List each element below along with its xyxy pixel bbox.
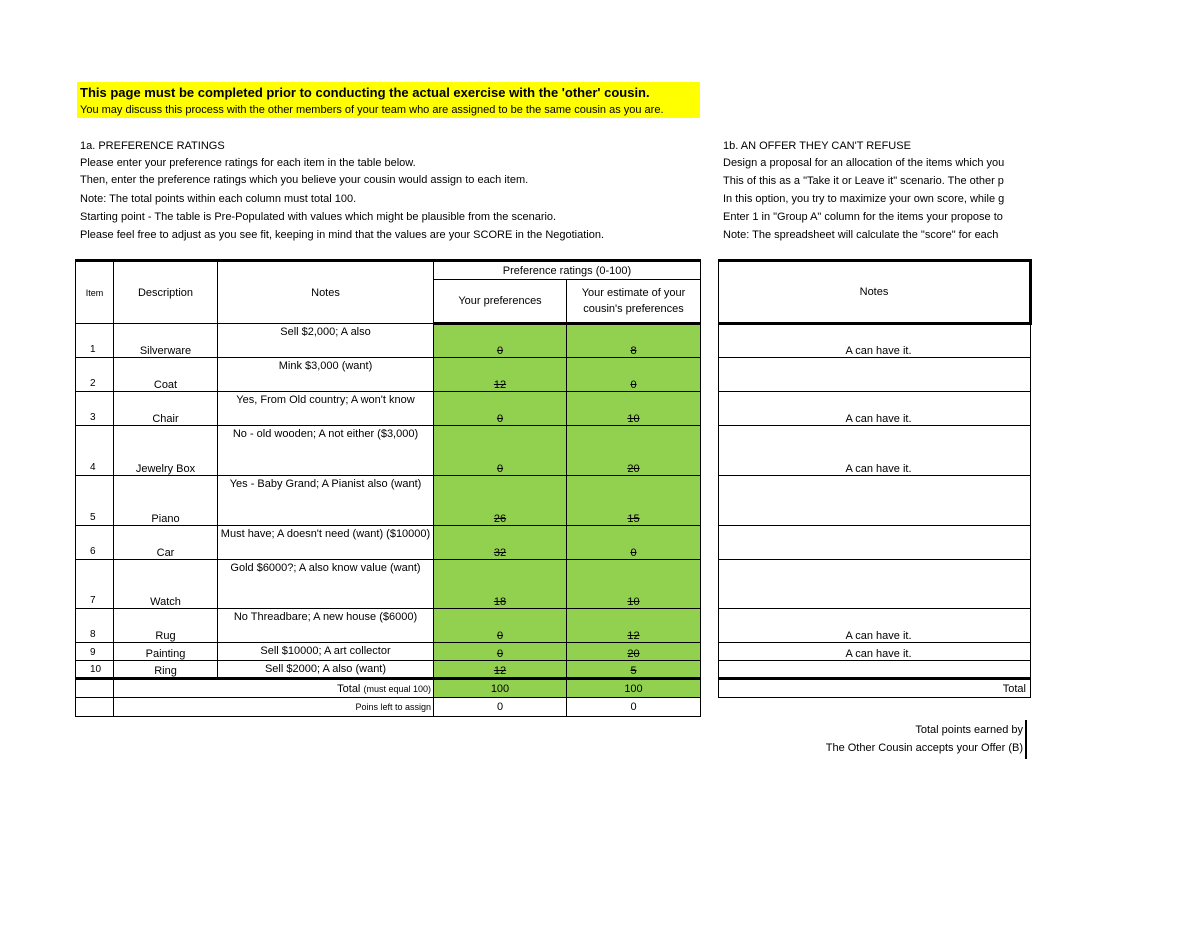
header-description: Description bbox=[114, 261, 218, 324]
table-row bbox=[76, 476, 701, 526]
section-b-line: This of this as a "Take it or Leave it" scenario. The other p bbox=[723, 175, 1004, 187]
item-number: 4 bbox=[76, 426, 114, 476]
cousin-preference-value: 0 bbox=[630, 547, 637, 559]
header-your-preferences: Your preferences bbox=[434, 280, 567, 324]
item-description: Jewelry Box bbox=[114, 426, 218, 476]
table-row bbox=[76, 426, 701, 476]
offer-notes-header: Notes bbox=[719, 261, 1031, 324]
item-description: Coat bbox=[114, 358, 218, 392]
section-b-line: In this option, you try to maximize your own score, while g bbox=[723, 193, 1005, 205]
your-preference-value: 18 bbox=[493, 596, 507, 608]
points-left-label: Poins left to assign bbox=[114, 698, 434, 717]
your-preference-cell[interactable] bbox=[434, 643, 567, 661]
your-preference-value: 12 bbox=[493, 665, 507, 677]
your-preference-cell[interactable] bbox=[434, 661, 567, 679]
item-number: 1 bbox=[76, 324, 114, 358]
table-row bbox=[76, 661, 701, 679]
cousin-preference-value: 8 bbox=[630, 345, 637, 357]
table-row bbox=[76, 358, 701, 392]
item-notes[interactable]: Sell $2000; A also (want) bbox=[218, 661, 434, 679]
total-points-earned-label: Total points earned by bbox=[915, 724, 1023, 736]
cousin-preference-value: 5 bbox=[630, 665, 637, 677]
table-row bbox=[76, 560, 701, 609]
section-b-title: 1b. AN OFFER THEY CAN'T REFUSE bbox=[723, 140, 911, 152]
item-description: Piano bbox=[114, 476, 218, 526]
item-number: 5 bbox=[76, 476, 114, 526]
header-item: Item bbox=[76, 261, 114, 324]
your-preference-value: 0 bbox=[496, 463, 504, 475]
cousin-preference-value: 10 bbox=[627, 596, 640, 608]
points-left-cousin: 0 bbox=[567, 698, 701, 717]
cousin-preference-value: 15 bbox=[627, 513, 640, 525]
your-preference-value: 12 bbox=[493, 379, 507, 391]
your-preference-cell[interactable] bbox=[434, 560, 567, 609]
section-a-line: Please feel free to adjust as you see fit, keeping in mind that the values are your SCORE in the Negotiation. bbox=[80, 229, 605, 241]
total-your-preferences: 100 bbox=[434, 679, 567, 698]
item-description: Ring bbox=[114, 661, 218, 679]
table-row bbox=[76, 609, 701, 643]
instruction-banner bbox=[77, 82, 700, 118]
offer-note-cell[interactable] bbox=[719, 476, 1031, 526]
points-left-row bbox=[76, 698, 701, 717]
empty-cell bbox=[76, 698, 114, 717]
item-notes[interactable]: Sell $2,000; A also bbox=[218, 324, 434, 358]
item-number: 8 bbox=[76, 609, 114, 643]
item-notes[interactable]: No Threadbare; A new house ($6000) bbox=[218, 609, 434, 643]
item-number: 2 bbox=[76, 358, 114, 392]
offer-note-cell[interactable] bbox=[719, 526, 1031, 560]
cousin-preference-value: 20 bbox=[627, 463, 640, 475]
preference-table bbox=[75, 259, 701, 717]
offer-note-cell[interactable]: A can have it. bbox=[719, 426, 1031, 476]
total-label-cell bbox=[114, 679, 434, 698]
banner-heading: This page must be completed prior to conducting the actual exercise with the 'other' cousin. bbox=[80, 85, 650, 100]
your-preference-value: 0 bbox=[496, 413, 504, 425]
cousin-preference-cell[interactable] bbox=[567, 560, 701, 609]
your-preference-value: 0 bbox=[496, 648, 504, 660]
empty-cell bbox=[76, 679, 114, 698]
item-description: Watch bbox=[114, 560, 218, 609]
offer-note-cell[interactable] bbox=[719, 560, 1031, 609]
banner-subtext: You may discuss this process with the other members of your team who are assigned to be the same cousin as you are. bbox=[80, 104, 664, 116]
offer-note-cell[interactable]: A can have it. bbox=[719, 609, 1031, 643]
cousin-preference-value: 10 bbox=[627, 413, 640, 425]
item-description: Silverware bbox=[114, 324, 218, 358]
table-row bbox=[76, 392, 701, 426]
your-preference-value: 26 bbox=[493, 513, 507, 525]
offer-note-cell[interactable]: A can have it. bbox=[719, 324, 1031, 358]
cousin-preference-value: 20 bbox=[627, 648, 640, 660]
your-preference-cell[interactable] bbox=[434, 392, 567, 426]
section-a-line: Note: The total points within each column must total 100. bbox=[80, 193, 357, 205]
offer-note-cell[interactable]: A can have it. bbox=[719, 392, 1031, 426]
item-description: Chair bbox=[114, 392, 218, 426]
points-left-yours: 0 bbox=[434, 698, 567, 717]
cell-border bbox=[1025, 720, 1027, 740]
item-description: Painting bbox=[114, 643, 218, 661]
item-number: 9 bbox=[76, 643, 114, 661]
item-description: Car bbox=[114, 526, 218, 560]
item-notes[interactable]: No - old wooden; A not either ($3,000) bbox=[218, 426, 434, 476]
section-b-line: Enter 1 in "Group A" column for the items your propose to bbox=[723, 211, 1003, 223]
total-label: Total bbox=[337, 682, 361, 695]
item-notes[interactable]: Must have; A doesn't need (want) ($10000) bbox=[218, 526, 434, 560]
item-number: 10 bbox=[76, 661, 114, 679]
your-preference-cell[interactable] bbox=[434, 609, 567, 643]
offer-note-cell[interactable] bbox=[719, 358, 1031, 392]
header-cousin-preferences: Your estimate of your cousin's preferences bbox=[567, 280, 701, 324]
total-row bbox=[76, 679, 701, 698]
table-row bbox=[76, 324, 701, 358]
item-notes[interactable]: Gold $6000?; A also know value (want) bbox=[218, 560, 434, 609]
offer-notes-table bbox=[718, 259, 1032, 698]
table-row bbox=[76, 526, 701, 560]
offer-note-cell[interactable]: A can have it. bbox=[719, 643, 1031, 661]
item-notes[interactable]: Yes, From Old country; A won't know bbox=[218, 392, 434, 426]
offer-total-label: Total bbox=[719, 679, 1031, 698]
cousin-preference-cell[interactable] bbox=[567, 426, 701, 476]
offer-note-cell[interactable] bbox=[719, 661, 1031, 679]
section-a-line: Starting point - The table is Pre-Populated with values which might be plausible from the scenario. bbox=[80, 211, 557, 223]
your-preference-cell[interactable] bbox=[434, 476, 567, 526]
your-preference-cell[interactable] bbox=[434, 324, 567, 358]
cousin-preference-cell[interactable] bbox=[567, 324, 701, 358]
cousin-preference-value: 0 bbox=[630, 379, 637, 391]
total-cousin-preferences: 100 bbox=[567, 679, 701, 698]
cousin-preference-cell[interactable] bbox=[567, 661, 701, 679]
cousin-preference-cell[interactable] bbox=[567, 476, 701, 526]
item-notes[interactable]: Sell $10000; A art collector bbox=[218, 643, 434, 661]
offer-accepts-label: The Other Cousin accepts your Offer (B) bbox=[825, 742, 1023, 754]
your-preference-cell[interactable] bbox=[434, 526, 567, 560]
cousin-preference-value: 12 bbox=[627, 630, 640, 642]
total-note: (must equal 100) bbox=[363, 683, 431, 694]
cousin-preference-cell[interactable] bbox=[567, 643, 701, 661]
header-preference-ratings: Preference ratings (0-100) bbox=[434, 261, 701, 280]
cousin-preference-cell[interactable] bbox=[567, 609, 701, 643]
header-notes: Notes bbox=[218, 261, 434, 324]
section-a-line: Please enter your preference ratings for each item in the table below. bbox=[80, 157, 416, 169]
item-notes[interactable]: Mink $3,000 (want) bbox=[218, 358, 434, 392]
item-description: Rug bbox=[114, 609, 218, 643]
section-b-line: Note: The spreadsheet will calculate the "score" for each bbox=[723, 229, 999, 241]
cousin-preference-cell[interactable] bbox=[567, 392, 701, 426]
cell-border bbox=[1025, 739, 1027, 759]
your-preference-cell[interactable] bbox=[434, 426, 567, 476]
your-preference-cell[interactable] bbox=[434, 358, 567, 392]
cousin-preference-cell[interactable] bbox=[567, 358, 701, 392]
item-number: 3 bbox=[76, 392, 114, 426]
your-preference-value: 0 bbox=[496, 630, 504, 642]
item-notes[interactable]: Yes - Baby Grand; A Pianist also (want) bbox=[218, 476, 434, 526]
section-a-line: Then, enter the preference ratings which you believe your cousin would assign to each item. bbox=[80, 174, 529, 186]
item-number: 6 bbox=[76, 526, 114, 560]
section-b-line: Design a proposal for an allocation of the items which you bbox=[723, 157, 1005, 169]
table-row bbox=[76, 643, 701, 661]
section-a-title: 1a. PREFERENCE RATINGS bbox=[80, 140, 225, 152]
cousin-preference-cell[interactable] bbox=[567, 526, 701, 560]
your-preference-value: 32 bbox=[493, 547, 507, 559]
your-preference-value: 0 bbox=[496, 345, 504, 357]
item-number: 7 bbox=[76, 560, 114, 609]
